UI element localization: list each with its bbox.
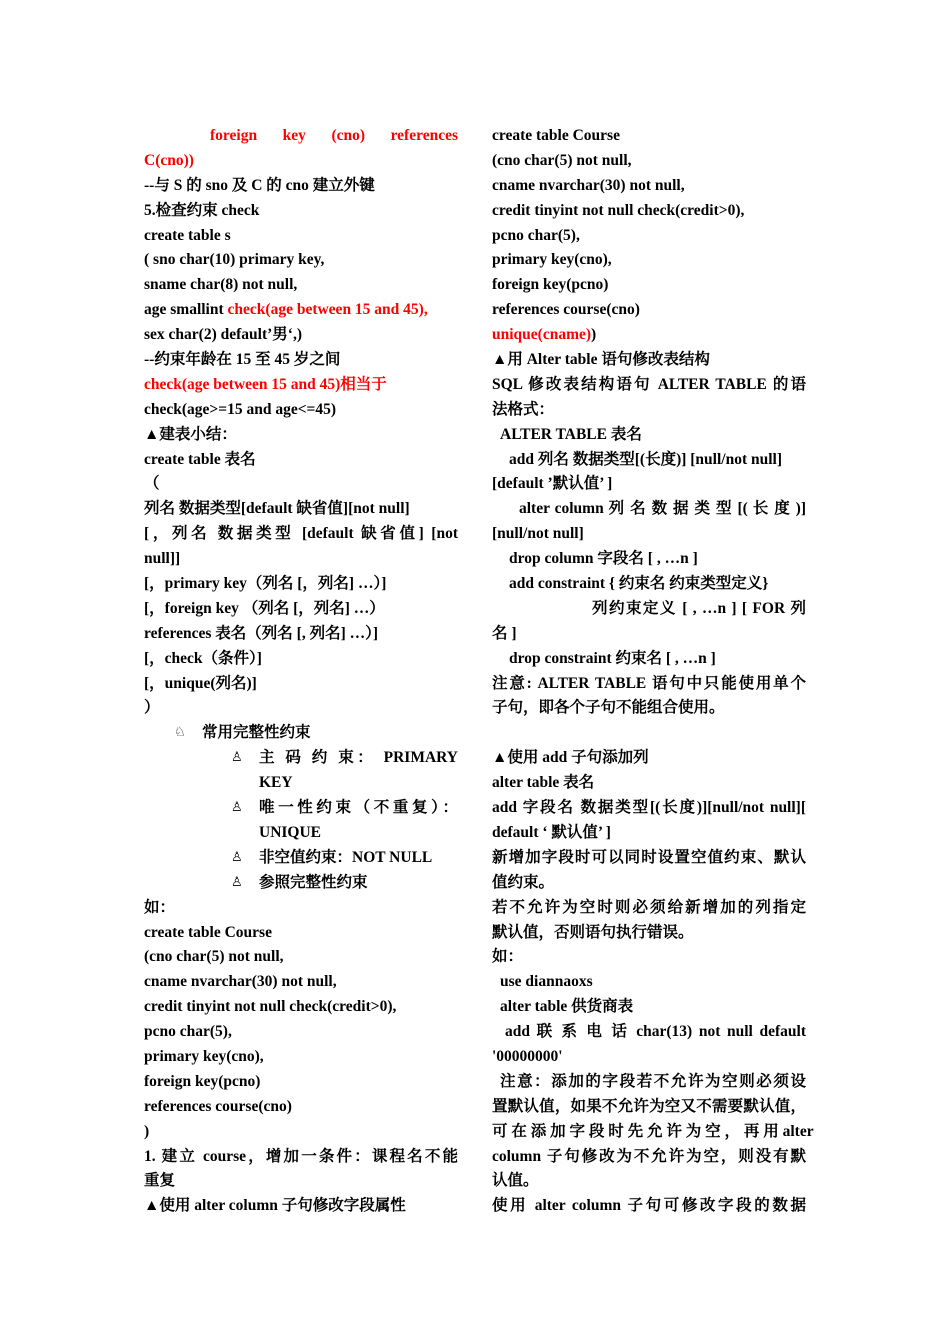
right-text-line <box>492 721 806 746</box>
text-segment: references course(cno) <box>492 301 640 319</box>
text-segment: ▲用 Alter table 语句修改表结构 <box>492 351 710 369</box>
right-text-line <box>492 522 806 547</box>
right-text-line <box>492 373 806 398</box>
text-segment: [，列名 数据类型 [default 缺省值] [not <box>144 525 458 543</box>
highlighted-text: check(age between 15 and 45)相当于 <box>144 375 387 393</box>
left-text-line <box>144 547 458 572</box>
right-text-line <box>492 323 806 348</box>
highlighted-text: unique(cname) <box>492 326 592 344</box>
right-text-line <box>492 622 806 647</box>
left-text-line <box>144 846 458 871</box>
left-text-line <box>144 647 458 672</box>
text-segment: ▲使用 alter column 子句修改字段属性 <box>144 1197 406 1215</box>
text-segment: [，primary key（列名 [，列名] …）] <box>144 575 387 593</box>
left-text-line <box>144 771 458 796</box>
right-text-line <box>492 298 806 323</box>
right-column <box>492 124 814 1219</box>
text-segment: alter column 列 名 数 据 类 型 [( 长 度 )] <box>519 500 806 518</box>
right-text-line <box>492 672 806 697</box>
left-text-line <box>144 995 458 1020</box>
text-segment: alter table 供货商表 <box>500 998 634 1016</box>
text-segment: 注意: ALTER TABLE 语句中只能使用单个 <box>492 674 806 692</box>
text-segment: KEY <box>259 774 293 792</box>
right-text-line <box>492 896 806 921</box>
text-segment: 若不允许为空时则必须给新增加的列指定 <box>492 898 806 916</box>
text-segment: credit tinyint not null check(credit>0), <box>492 201 745 219</box>
right-text-line <box>492 1020 806 1045</box>
left-text-line <box>144 796 458 821</box>
text-segment: add constraint { 约束名 约束类型定义} <box>509 575 769 593</box>
text-segment: references course(cno) <box>144 1097 292 1115</box>
left-text-line <box>144 672 458 697</box>
text-segment: ) <box>144 1122 150 1140</box>
highlighted-text: foreign key (cno) references <box>210 127 458 144</box>
right-text-line <box>492 846 806 871</box>
text-segment: add 字段名 数据类型[(长度)][null/not null][ <box>492 799 806 817</box>
left-text-line <box>144 970 458 995</box>
left-text-line <box>144 921 458 946</box>
left-text-line <box>144 696 458 721</box>
text-segment: add 列名 数据类型[(长度)] [null/not null] <box>509 450 783 468</box>
bullet-marker-icon: ♙ <box>231 874 243 890</box>
right-text-line <box>492 398 806 423</box>
right-text-line <box>492 174 806 199</box>
text-segment: 值约束。 <box>492 873 555 891</box>
right-text-line <box>492 1145 806 1170</box>
text-segment: (cno char(5) not null, <box>144 948 284 966</box>
text-segment: ( sno char(10) primary key, <box>144 251 325 269</box>
text-segment: credit tinyint not null check(credit>0), <box>144 998 397 1016</box>
left-text-line <box>144 248 458 273</box>
text-segment: age smallint <box>144 301 228 319</box>
left-text-line <box>144 423 458 448</box>
text-segment: use diannaoxs <box>500 973 593 991</box>
bullet-marker-icon: ♙ <box>231 849 243 865</box>
left-text-line <box>144 1070 458 1095</box>
bullet-marker-icon: ♘ <box>174 725 186 741</box>
text-segment: sex char(2) default’男‘,) <box>144 326 302 344</box>
text-segment: SQL 修改表结构语句 ALTER TABLE 的语 <box>492 375 806 393</box>
text-segment: foreign key(pcno) <box>492 276 609 294</box>
left-text-line <box>144 1145 458 1170</box>
right-text-line <box>492 547 806 572</box>
right-text-line <box>492 1169 806 1194</box>
text-segment: 1. 建立 course，增加一条件：课程名不能 <box>144 1147 458 1165</box>
text-segment: drop constraint 约束名 [ , …n ] <box>509 649 716 667</box>
right-text-line <box>492 945 806 970</box>
text-segment: 列名 数据类型[default 缺省值][not null] <box>144 500 410 518</box>
left-text-line <box>144 298 458 323</box>
left-text-line <box>144 821 458 846</box>
text-segment: 如： <box>492 948 524 966</box>
text-segment: primary key(cno), <box>492 251 612 269</box>
text-segment: 注意：添加的字段若不允许为空则必须设 <box>500 1072 806 1090</box>
left-text-line <box>144 1194 458 1219</box>
right-text-line <box>492 448 806 473</box>
text-segment: 非空值约束：NOT NULL <box>259 848 433 866</box>
bullet-marker-icon: ♙ <box>231 750 243 766</box>
text-segment: ALTER TABLE 表名 <box>500 425 642 443</box>
text-segment: 可 在 添 加 字 段 时 先 允 许 为 空 ， 再 用 alter <box>492 1122 814 1140</box>
text-segment: 列约束定义 [ , …n ] [ FOR 列 <box>592 599 806 617</box>
text-segment: --与 S 的 sno 及 C 的 cno 建立外键 <box>144 176 375 194</box>
left-text-line <box>144 1095 458 1120</box>
right-text-line <box>492 149 806 174</box>
right-text-line <box>492 796 806 821</box>
text-segment: '00000000' <box>492 1047 563 1065</box>
left-text-line <box>144 896 458 921</box>
right-text-line <box>492 1045 806 1070</box>
right-text-line <box>492 348 806 373</box>
text-segment: references 表名（列名 [, 列名] …）] <box>144 624 379 642</box>
right-text-line <box>492 995 806 1020</box>
left-text-line <box>144 273 458 298</box>
right-text-line <box>492 497 806 522</box>
text-segment: sname char(8) not null, <box>144 276 298 294</box>
text-segment: 默认值，否则语句执行错误。 <box>492 923 694 941</box>
left-text-line <box>144 398 458 423</box>
text-segment: default ‘ 默认值’ ] <box>492 823 611 841</box>
text-segment: pcno char(5), <box>492 226 580 244</box>
text-segment: create table Course <box>492 127 620 144</box>
left-text-line <box>144 945 458 970</box>
bullet-marker-icon: ♙ <box>231 800 243 816</box>
text-segment: 置默认值，如果不允许为空又不需要默认值， <box>492 1097 806 1115</box>
text-segment: 主 码 约 束： PRIMARY <box>259 749 458 767</box>
text-segment: add 联 系 电 话 char(13) not null default <box>505 1023 806 1041</box>
right-text-line <box>492 124 806 149</box>
text-segment: pcno char(5), <box>144 1023 232 1041</box>
text-segment: ▲建表小结： <box>144 425 237 443</box>
text-segment: 子句，即各个子句不能组合使用。 <box>492 699 725 717</box>
text-segment: null]] <box>144 550 181 568</box>
text-segment: ) <box>591 326 597 344</box>
left-text-line <box>144 1045 458 1070</box>
text-segment: 常用完整性约束 <box>202 724 311 742</box>
right-text-line <box>492 1095 806 1120</box>
right-text-line <box>492 224 806 249</box>
text-segment: ▲使用 add 子句添加列 <box>492 749 649 767</box>
text-segment: (cno char(5) not null, <box>492 151 632 169</box>
right-text-line <box>492 273 806 298</box>
text-segment: [default ’默认值’ ] <box>492 475 613 493</box>
text-segment: --约束年龄在 15 至 45 岁之间 <box>144 351 341 369</box>
right-text-line <box>492 572 806 597</box>
right-text-line <box>492 821 806 846</box>
right-text-line <box>492 871 806 896</box>
text-segment: 5.检查约束 check <box>144 201 260 219</box>
text-segment: （ <box>144 475 160 493</box>
text-segment: column 子句修改为不允许为空，则没有默 <box>492 1147 806 1165</box>
text-segment: cname nvarchar(30) not null, <box>492 176 685 194</box>
left-text-line <box>144 597 458 622</box>
text-segment: create table 表名 <box>144 450 256 468</box>
left-text-line <box>144 871 458 896</box>
left-text-line <box>144 1169 458 1194</box>
highlighted-text: check(age between 15 and 45), <box>227 301 428 319</box>
text-segment: check(age>=15 and age<=45) <box>144 400 337 418</box>
left-text-line <box>144 1120 458 1145</box>
left-text-line <box>144 149 458 174</box>
left-column <box>144 124 458 1219</box>
left-text-line <box>144 746 458 771</box>
text-segment: cname nvarchar(30) not null, <box>144 973 337 991</box>
text-segment: 法格式： <box>492 400 555 418</box>
left-text-line <box>144 721 458 746</box>
text-segment: [null/not null] <box>492 525 584 543</box>
left-text-line <box>144 572 458 597</box>
text-segment: primary key(cno), <box>144 1047 264 1065</box>
text-segment: 参照完整性约束 <box>259 873 368 891</box>
text-segment: [，check（条件）] <box>144 649 262 667</box>
text-segment: ） <box>144 699 160 717</box>
right-text-line <box>492 248 806 273</box>
right-text-line <box>492 199 806 224</box>
highlighted-text: C(cno)) <box>144 151 194 169</box>
text-segment: 重复 <box>144 1172 176 1190</box>
right-text-line <box>492 597 806 622</box>
left-text-line <box>144 224 458 249</box>
text-segment: UNIQUE <box>259 823 322 841</box>
left-text-line <box>144 174 458 199</box>
text-segment: foreign key(pcno) <box>144 1072 261 1090</box>
left-text-line <box>144 1020 458 1045</box>
left-text-line <box>144 199 458 224</box>
left-text-line <box>144 348 458 373</box>
right-text-line <box>492 1194 806 1219</box>
left-text-line <box>144 323 458 348</box>
right-text-line <box>492 423 806 448</box>
left-text-line <box>144 472 458 497</box>
text-segment: alter table 表名 <box>492 774 595 792</box>
right-text-line <box>492 921 806 946</box>
right-text-line <box>492 696 806 721</box>
left-text-line <box>144 497 458 522</box>
text-segment: create table s <box>144 226 231 244</box>
text-segment: 唯一性约束（不重复）： <box>259 799 458 817</box>
right-text-line <box>492 647 806 672</box>
text-segment: 使用 alter column 子句可修改字段的数据 <box>492 1197 806 1215</box>
text-segment: create table Course <box>144 923 272 941</box>
text-segment: 新增加字段时可以同时设置空值约束、默认 <box>492 848 806 866</box>
left-text-line <box>144 622 458 647</box>
text-segment: [，unique(列名)] <box>144 674 257 692</box>
left-text-line <box>144 373 458 398</box>
left-text-line <box>144 448 458 473</box>
text-segment: drop column 字段名 [ , …n ] <box>509 550 698 568</box>
text-segment: 如： <box>144 898 176 916</box>
left-text-line <box>144 124 458 149</box>
right-text-line <box>492 1120 814 1145</box>
right-text-line <box>492 472 806 497</box>
right-text-line <box>492 746 806 771</box>
left-text-line <box>144 522 458 547</box>
text-segment: [，foreign key （列名 [，列名] …） <box>144 599 385 617</box>
text-segment: 认值。 <box>492 1172 539 1190</box>
right-text-line <box>492 771 806 796</box>
text-segment: 名 ] <box>492 624 517 642</box>
right-text-line <box>492 1070 806 1095</box>
right-text-line <box>492 970 806 995</box>
